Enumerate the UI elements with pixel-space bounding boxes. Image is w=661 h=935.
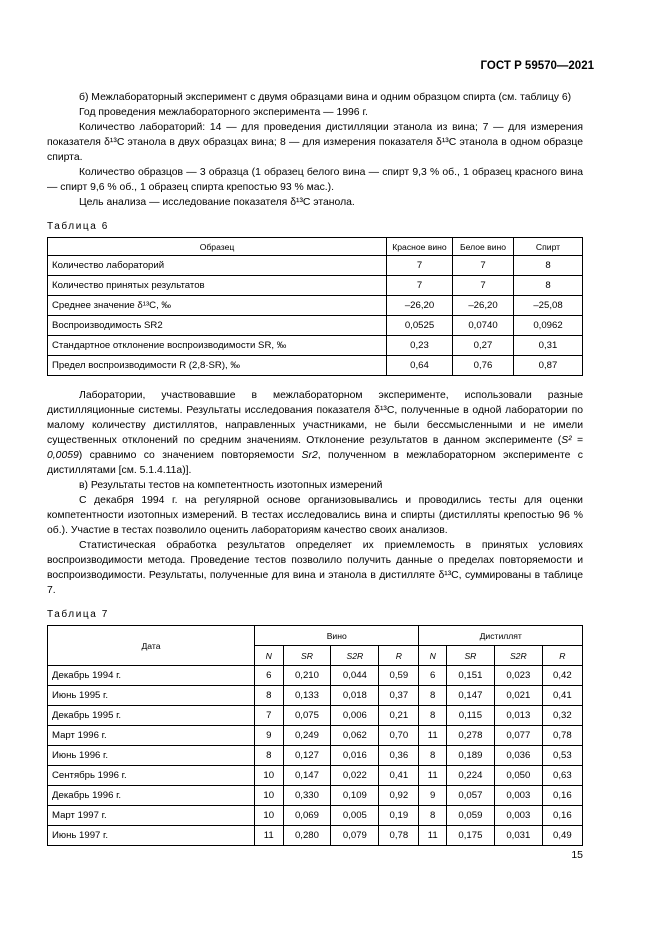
table7-cell: 8 [255, 746, 284, 766]
table-row [48, 826, 583, 846]
table-row [48, 256, 583, 276]
table7-row-date: Сентябрь 1996 г. [48, 766, 255, 786]
table7-col-date: Дата [48, 626, 255, 666]
table7-subheader: SR [446, 646, 494, 666]
table6-cell: 7 [387, 256, 453, 276]
table-row [48, 766, 583, 786]
table7-cell: 0,280 [283, 826, 331, 846]
table7-cell: 0,16 [542, 786, 582, 806]
table7-header-row-groups [48, 626, 583, 646]
paragraph-b: б) Межлабораторный эксперимент с двумя образцами вина и одним образцом спирта (см. таблицу 6) [79, 92, 572, 103]
table7-subheader: S2R [331, 646, 379, 666]
table7-cell: 0,003 [494, 806, 542, 826]
table6-cell: 0,23 [387, 336, 453, 356]
table7-subheader: R [379, 646, 419, 666]
table7-cell: 0,147 [283, 766, 331, 786]
table7-cell: 0,022 [331, 766, 379, 786]
table6-col-red-wine: Красное вино [387, 238, 453, 256]
table7-cell: 0,016 [331, 746, 379, 766]
table-6 [47, 237, 583, 376]
table-row [48, 686, 583, 706]
table7-cell: 0,050 [494, 766, 542, 786]
table7-row-date: Июнь 1996 г. [48, 746, 255, 766]
table-7 [47, 625, 583, 846]
table7-cell: 6 [419, 666, 447, 686]
table7-cell: 8 [419, 806, 447, 826]
table7-cell: 0,023 [494, 666, 542, 686]
table7-cell: 10 [255, 786, 284, 806]
table6-cell: 0,27 [453, 336, 514, 356]
table7-cell: 9 [419, 786, 447, 806]
table7-cell: 0,63 [542, 766, 582, 786]
table7-subheader: R [542, 646, 582, 666]
table7-cell: 0,018 [331, 686, 379, 706]
table7-row-date: Декабрь 1995 г. [48, 706, 255, 726]
table7-cell: 0,115 [446, 706, 494, 726]
table7-cell: 0,006 [331, 706, 379, 726]
table7-cell: 0,49 [542, 826, 582, 846]
table7-cell: 0,224 [446, 766, 494, 786]
table6-cell: 8 [514, 276, 583, 296]
table7-cell: 0,32 [542, 706, 582, 726]
table7-cell: 0,249 [283, 726, 331, 746]
table7-subheader: N [419, 646, 447, 666]
paragraph-year: Год проведения межлабораторного эксперимента — 1996 г. [79, 107, 368, 118]
table6-cell: 7 [453, 276, 514, 296]
table7-row-date: Март 1997 г. [48, 806, 255, 826]
table-row [48, 276, 583, 296]
table7-subheader: N [255, 646, 284, 666]
table7-cell: 8 [255, 686, 284, 706]
paragraph-labs-distillation: Лаборатории, участвовавшие в межлабораторном эксперименте, использовали разные дистилляционные системы. Результаты исследования показателя δ¹³C, полученные в одной лаборатории по малому количеству дистиллятов, направленных участниками, не были бессмысленными и не имели существенных отклонений по средним значениям. Отклонение результатов в данном эксперименте (S² = 0,0059) сравнимо со значением повторяемости Sr2, полученном в межлабораторном эксперименте с дистиллятами [см. 5.1.4.11а)]. [47, 390, 583, 476]
table7-caption: Таблица 7 [47, 609, 109, 620]
table7-group-distillate: Дистиллят [419, 626, 583, 646]
table6-cell: 0,31 [514, 336, 583, 356]
table7-cell: 0,057 [446, 786, 494, 806]
table6-cell: 0,0962 [514, 316, 583, 336]
table6-cell: –26,20 [387, 296, 453, 316]
table6-row-label: Воспроизводимость SR2 [48, 316, 387, 336]
table7-cell: 0,147 [446, 686, 494, 706]
table7-cell: 0,036 [494, 746, 542, 766]
table6-cell: 0,0525 [387, 316, 453, 336]
table7-cell: 0,19 [379, 806, 419, 826]
table7-cell: 0,109 [331, 786, 379, 806]
table7-cell: 9 [255, 726, 284, 746]
table7-cell: 8 [419, 686, 447, 706]
page-content [47, 90, 583, 846]
table7-cell: 0,031 [494, 826, 542, 846]
table6-row-label: Среднее значение δ¹³C, ‰ [48, 296, 387, 316]
table7-cell: 0,127 [283, 746, 331, 766]
table7-cell: 0,189 [446, 746, 494, 766]
table6-cell: 0,64 [387, 356, 453, 376]
table7-cell: 0,077 [494, 726, 542, 746]
table-row [48, 316, 583, 336]
table7-cell: 0,278 [446, 726, 494, 746]
table7-cell: 0,42 [542, 666, 582, 686]
table6-cell: 8 [514, 256, 583, 276]
table7-cell: 0,044 [331, 666, 379, 686]
table6-cell: –25,08 [514, 296, 583, 316]
table7-row-date: Июнь 1997 г. [48, 826, 255, 846]
paragraph-competence-tests: С декабря 1994 г. на регулярной основе организовывались и проводились тесты для оценки компетентности изотопных измерений. В тестах исследовались вина и спирты (дистилляты крепостью 96 % об.). Участие в тестах позволило оценить лабораториям качество своих анализов. [47, 495, 583, 536]
table7-cell: 0,133 [283, 686, 331, 706]
table7-row-date: Март 1996 г. [48, 726, 255, 746]
table6-col-sample: Образец [48, 238, 387, 256]
paragraph-samples: Количество образцов — 3 образца (1 образец белого вина — спирт 9,3 % об., 1 образец красного вина — спирт 9,6 % об., 1 образец спирта крепостью 93 % мас.). [47, 167, 583, 193]
table-row [48, 336, 583, 356]
table6-cell: 7 [387, 276, 453, 296]
table7-cell: 6 [255, 666, 284, 686]
table6-cell: –26,20 [453, 296, 514, 316]
table7-subheader: SR [283, 646, 331, 666]
table-row [48, 746, 583, 766]
table7-cell: 0,36 [379, 746, 419, 766]
table7-cell: 0,53 [542, 746, 582, 766]
table7-subheader: S2R [494, 646, 542, 666]
table-row [48, 356, 583, 376]
table7-cell: 0,92 [379, 786, 419, 806]
table7-cell: 0,059 [446, 806, 494, 826]
paragraph-c-heading: в) Результаты тестов на компетентность изотопных измерений [79, 480, 383, 491]
table6-col-white-wine: Белое вино [453, 238, 514, 256]
table7-cell: 0,079 [331, 826, 379, 846]
table7-cell: 8 [419, 746, 447, 766]
table7-cell: 0,41 [542, 686, 582, 706]
table-row [48, 726, 583, 746]
table7-cell: 0,41 [379, 766, 419, 786]
table7-row-date: Декабрь 1994 г. [48, 666, 255, 686]
table7-cell: 11 [419, 726, 447, 746]
table6-cell: 0,0740 [453, 316, 514, 336]
table6-cell: 0,76 [453, 356, 514, 376]
table6-col-spirit: Спирт [514, 238, 583, 256]
table7-cell: 0,175 [446, 826, 494, 846]
paragraph-labs-count: Количество лабораторий: 14 — для проведения дистилляции этанола из вина; 7 — для измерения показателя δ¹³C этанола в двух образцах вина; 8 — для измерения показателя δ¹³C этанола в одном образце спирта. [47, 122, 584, 163]
table7-group-wine: Вино [255, 626, 419, 646]
standard-code: ГОСТ Р 59570—2021 [480, 60, 594, 72]
table-row [48, 706, 583, 726]
table7-cell: 0,330 [283, 786, 331, 806]
table7-cell: 7 [255, 706, 284, 726]
table7-cell: 11 [419, 826, 447, 846]
table7-cell: 0,005 [331, 806, 379, 826]
table7-cell: 0,78 [379, 826, 419, 846]
table7-cell: 0,075 [283, 706, 331, 726]
table7-cell: 0,37 [379, 686, 419, 706]
table7-cell: 0,069 [283, 806, 331, 826]
table7-cell: 0,003 [494, 786, 542, 806]
table7-cell: 11 [255, 826, 284, 846]
table-row [48, 786, 583, 806]
table-row [48, 296, 583, 316]
page-number: 15 [571, 849, 583, 861]
table6-row-label: Предел воспроизводимости R (2,8·SR), ‰ [48, 356, 387, 376]
paragraph-goal: Цель анализа — исследование показателя δ¹³C этанола. [79, 197, 355, 208]
table6-row-label: Количество принятых результатов [48, 276, 387, 296]
table6-row-label: Стандартное отклонение воспроизводимости SR, ‰ [48, 336, 387, 356]
table6-caption: Таблица 6 [47, 221, 109, 232]
table7-cell: 10 [255, 766, 284, 786]
table7-cell: 0,021 [494, 686, 542, 706]
table7-cell: 11 [419, 766, 447, 786]
table7-row-date: Июнь 1995 г. [48, 686, 255, 706]
table6-row-label: Количество лабораторий [48, 256, 387, 276]
table7-cell: 8 [419, 706, 447, 726]
table6-cell: 0,87 [514, 356, 583, 376]
table-row [48, 666, 583, 686]
table7-cell: 0,013 [494, 706, 542, 726]
table-row [48, 806, 583, 826]
table7-cell: 0,59 [379, 666, 419, 686]
table7-cell: 0,78 [542, 726, 582, 746]
table7-row-date: Декабрь 1996 г. [48, 786, 255, 806]
table7-cell: 0,062 [331, 726, 379, 746]
table7-cell: 10 [255, 806, 284, 826]
table6-header-row [48, 238, 583, 256]
table7-cell: 0,16 [542, 806, 582, 826]
table7-cell: 0,210 [283, 666, 331, 686]
table7-cell: 0,70 [379, 726, 419, 746]
paragraph-statistics: Статистическая обработка результатов определяет их приемлемость в принятых условиях воспроизводимости метода. Проведение тестов позволило получить данные о пределах повторяемости и воспроизводимости. Результаты, полученные для вина и этанола в дистилляте δ¹³C, суммированы в таблице 7. [47, 540, 583, 596]
table7-cell: 0,21 [379, 706, 419, 726]
table7-cell: 0,151 [446, 666, 494, 686]
table6-cell: 7 [453, 256, 514, 276]
